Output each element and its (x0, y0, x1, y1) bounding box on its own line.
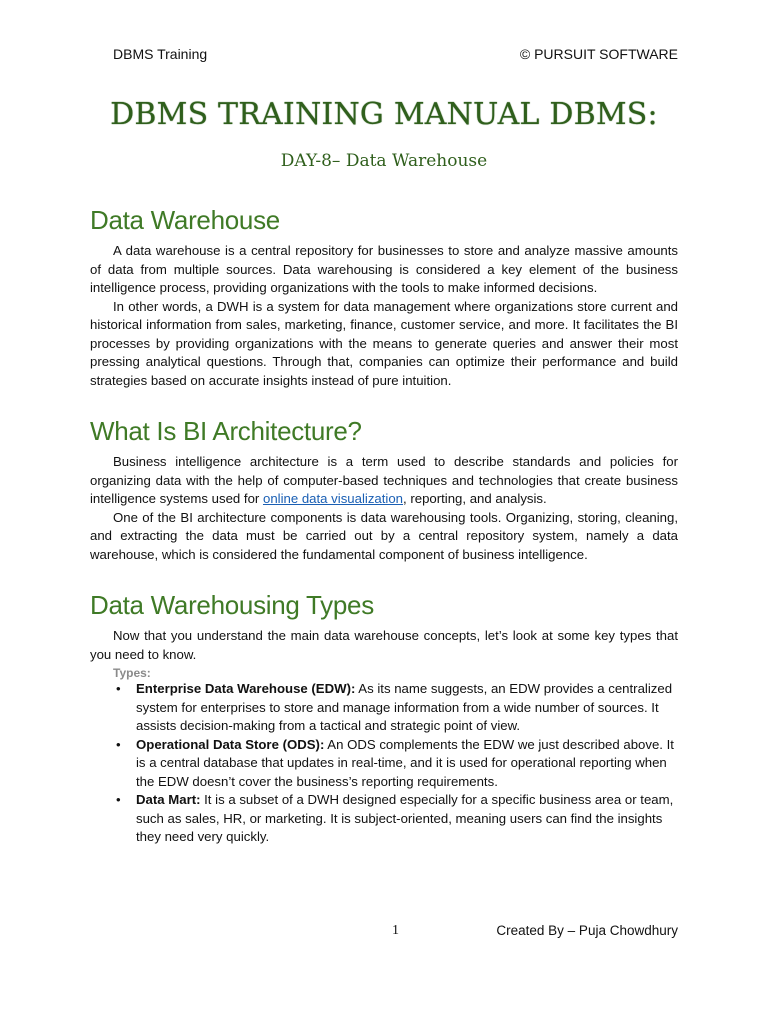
paragraph: Now that you understand the main data warehouse concepts, let’s look at some key types that you need to know. (90, 628, 678, 662)
bullet-icon: • (116, 681, 121, 696)
footer-author: Created By – Puja Chowdhury (496, 923, 678, 938)
header-right: © PURSUIT SOFTWARE (519, 46, 678, 62)
list-item-term-end: ): (315, 736, 325, 752)
list-item-text: As its name suggests, an EDW provides a centralized system for enterprises to store and manage information from a wide number of sources. It assists decision-making from a tactical and strategic point of view. (136, 681, 673, 733)
types-label: Types: (113, 666, 151, 680)
types-list (90, 680, 678, 847)
section-heading-data-warehouse: Data Warehouse (90, 205, 280, 235)
list-item-term: Data Mart: (136, 792, 201, 807)
list-item-abbr: ODS (286, 736, 316, 752)
document-subtitle: DAY-8– Data Warehouse (280, 151, 488, 171)
document-title: DBMS TRAINING MANUAL DBMS: (110, 97, 658, 132)
bullet-icon: • (116, 736, 121, 752)
paragraph-text: , reporting, and analysis. (403, 491, 547, 506)
paragraph: One of the BI architecture components is data warehousing tools. Organizing, storing, cleaning, and extracting the data must be carried out by a central repository system, namely a data warehouse, which is considered the fundamental component of business intelligence. (90, 509, 678, 562)
list-item (116, 791, 678, 847)
online-data-visualization-link[interactable]: online data visualization (262, 491, 404, 506)
section-heading-data-warehousing-types: Data Warehousing Types (90, 590, 374, 620)
paragraph (90, 453, 678, 509)
list-item-term-end: ): (346, 681, 356, 696)
list-item-text: It is a subset of a DWH designed especially for a specific business area or team, such as sales, HR, or marketing. It is subject-oriented, meaning users can find the insights they need very quickly. (136, 792, 674, 844)
list-item-term: Operational Data Store ( (136, 736, 287, 752)
document-body (90, 205, 678, 847)
list-item-term: Enterprise Data Warehouse ( (136, 681, 316, 696)
list-item (116, 680, 678, 736)
list-item-text: An ODS complements the EDW we just described above. It is a central database that updates in real-time, and it is used for operational reporting when the EDW doesn’t cover the business’s reporting requirements. (136, 736, 674, 789)
paragraph: A data warehouse is a central repository for businesses to store and analyze massive amounts of data from multiple sources. Data warehousing is considered a key element of the business intelligence process, providing organizations with the tools to make informed decisions. (90, 243, 678, 295)
section-heading-bi-architecture: What Is BI Architecture? (90, 416, 362, 446)
paragraph-text: Business intelligence architecture is a term used to describe standards and policies for organizing data with the help of computer-based techniques and technologies that create business intelligence systems used for (90, 454, 678, 506)
bullet-icon: • (116, 792, 121, 807)
list-item (116, 736, 678, 792)
page-number: 1 (392, 923, 399, 938)
header-left: DBMS Training (113, 46, 208, 62)
list-item-abbr: EDW (315, 681, 347, 696)
paragraph: In other words, a DWH is a system for data management where organizations store current and historical information from sales, marketing, finance, customer service, and more. It facilitates the BI processes by providing organizations with the means to generate queries and answer their most pressing analytical questions. Through that, companies can optimize their performance and build strategies based on accurate insights instead of pure intuition. (90, 298, 678, 388)
